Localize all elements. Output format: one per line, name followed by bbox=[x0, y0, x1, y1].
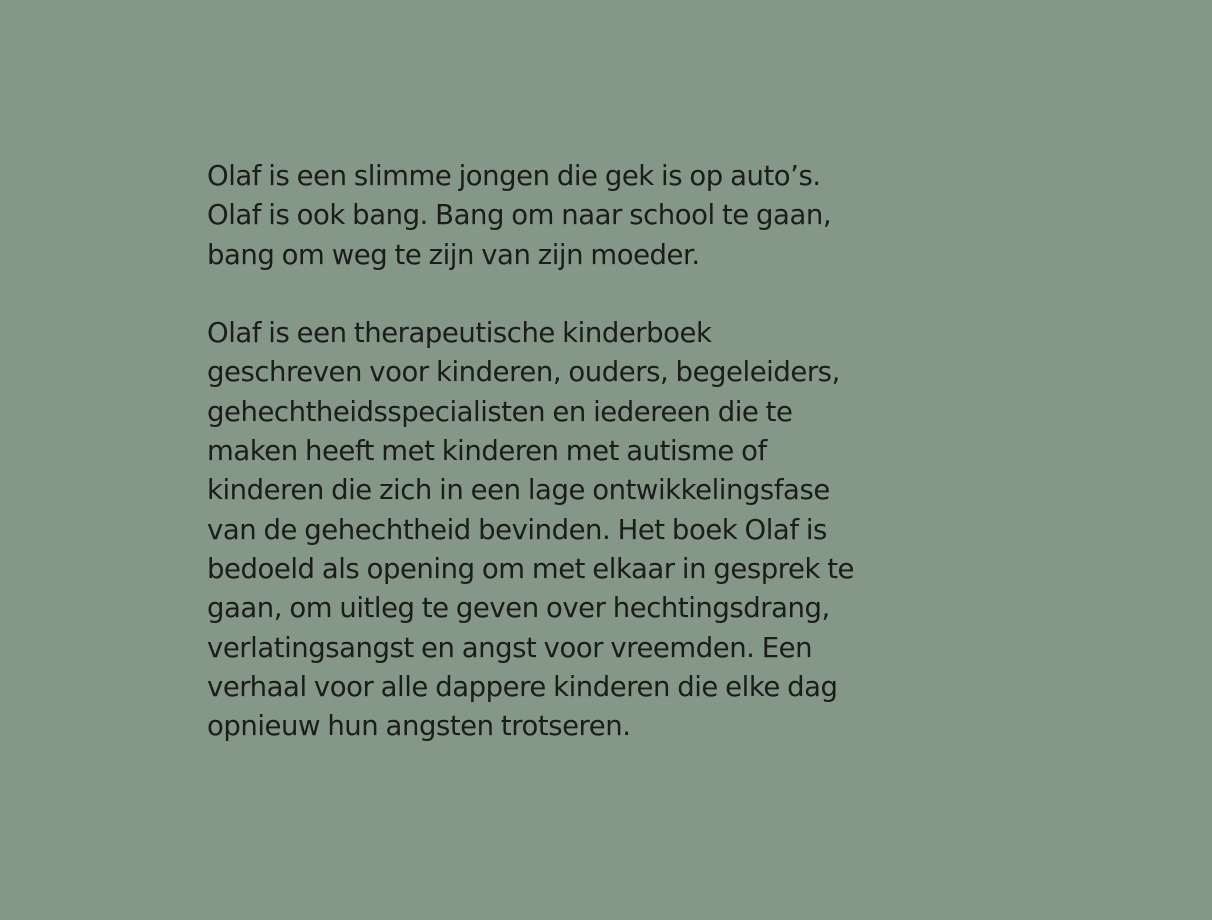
text-line: verlatingsangst en angst voor vreemden. Een bbox=[207, 631, 813, 664]
description-paragraph bbox=[207, 314, 947, 746]
text-line: maken heeft met kinderen met autisme of bbox=[207, 435, 767, 468]
text-line: geschreven voor kinderen, ouders, begeleiders, bbox=[207, 356, 840, 389]
text-line: Olaf is een therapeutische kinderboek bbox=[207, 317, 712, 350]
intro-paragraph bbox=[207, 157, 947, 275]
text-line: bang om weg te zijn van zijn moeder. bbox=[207, 238, 700, 271]
text-line: gehechtheidsspecialisten en iedereen die te bbox=[207, 395, 793, 428]
text-line: Olaf is ook bang. Bang om naar school te gaan, bbox=[207, 199, 832, 232]
text-line: Olaf is een slimme jongen die gek is op auto’s. bbox=[207, 160, 821, 192]
text-line: verhaal voor alle dappere kinderen die elke dag bbox=[207, 670, 838, 703]
text-line: bedoeld als opening om met elkaar in gesprek te bbox=[207, 552, 855, 585]
text-line: kinderen die zich in een lage ontwikkelingsfase bbox=[207, 474, 830, 507]
text-line: van de gehechtheid bevinden. Het boek Olaf is bbox=[207, 513, 827, 546]
text-line: opnieuw hun angsten trotseren. bbox=[207, 710, 631, 743]
body-text bbox=[207, 157, 947, 746]
text-line: gaan, om uitleg te geven over hechtingsdrang, bbox=[207, 592, 830, 625]
